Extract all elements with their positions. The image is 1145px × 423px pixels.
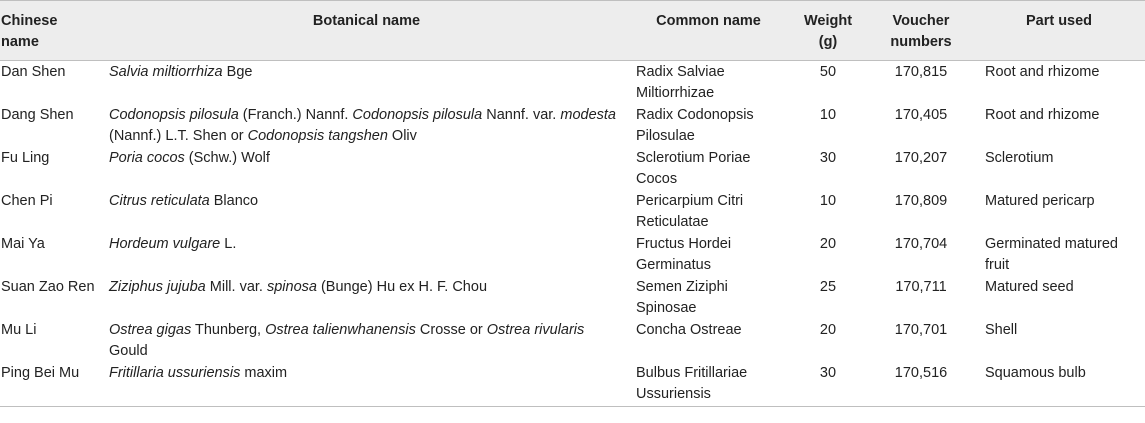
cell-part-used: Shell — [985, 322, 1018, 338]
botanical-text-segment: Gould — [109, 343, 148, 359]
botanical-italic-segment: Ziziphus jujuba — [109, 279, 206, 295]
table-row — [0, 191, 1145, 234]
botanical-text-segment: Crosse or — [415, 322, 487, 338]
botanical-text-segment: Oliv — [387, 128, 417, 144]
table-header — [0, 1, 1145, 61]
cell-common-name: Semen Ziziphi Spinosae — [636, 279, 728, 316]
header-chinese-name: Chinese name — [1, 13, 58, 50]
header-botanical-name: Botanical name — [312, 13, 421, 29]
table-row — [0, 148, 1145, 191]
cell-common-name: Fructus Hordei Germinatus — [636, 236, 732, 273]
botanical-italic-segment: Salvia miltiorrhiza — [109, 64, 223, 80]
cell-common-name: Radix Salviae Miltiorrhizae — [636, 64, 725, 101]
cell-part-used: Squamous bulb — [985, 365, 1086, 381]
botanical-text-segment: Thunberg, — [191, 322, 266, 338]
cell-part-used: Sclerotium — [985, 150, 1054, 166]
table-row — [0, 277, 1145, 320]
cell-part-used: Root and rhizome — [985, 64, 1100, 80]
cell-botanical-name — [103, 277, 630, 320]
botanical-italic-segment: Codonopsis pilosula — [352, 107, 483, 123]
cell-botanical-name — [103, 61, 630, 106]
cell-part-used: Root and rhizome — [985, 107, 1100, 123]
cell-common-name: Radix Codonopsis Pilosulae — [636, 107, 754, 144]
botanical-italic-segment: modesta — [560, 107, 616, 123]
botanical-italic-segment: spinosa — [266, 279, 317, 295]
cell-botanical-name — [103, 234, 630, 277]
table-body — [0, 61, 1145, 407]
cell-weight: 30 — [819, 365, 837, 381]
cell-botanical-name — [103, 191, 630, 234]
cell-voucher-number: 170,704 — [894, 236, 948, 252]
cell-common-name: Sclerotium Poriae Cocos — [636, 150, 751, 187]
cell-chinese-name: Dan Shen — [1, 64, 66, 80]
botanical-italic-segment: Fritillaria ussuriensis — [109, 365, 241, 381]
cell-voucher-number: 170,207 — [894, 150, 948, 166]
botanical-italic-segment: Ostrea rivularis — [486, 322, 585, 338]
cell-weight: 20 — [819, 322, 837, 338]
cell-voucher-number: 170,405 — [894, 107, 948, 123]
header-row — [0, 1, 1145, 61]
header-part-used: Part used — [1025, 13, 1093, 29]
botanical-text-segment: (Franch.) Nannf. — [238, 107, 353, 123]
cell-weight: 20 — [819, 236, 837, 252]
cell-common-name: Concha Ostreae — [636, 322, 742, 338]
botanical-text-segment: (Bunge) Hu ex H. F. Chou — [316, 279, 488, 295]
cell-voucher-number: 170,516 — [894, 365, 948, 381]
cell-part-used: Germinated matured fruit — [985, 236, 1118, 273]
table-row — [0, 363, 1145, 407]
table-row — [0, 320, 1145, 363]
cell-botanical-name — [103, 363, 630, 407]
botanical-text-segment: L. — [220, 236, 237, 252]
table-row — [0, 234, 1145, 277]
header-common-name: Common name — [656, 13, 761, 29]
botanical-italic-segment: Codonopsis tangshen — [247, 128, 388, 144]
cell-chinese-name: Mai Ya — [1, 236, 45, 252]
cell-chinese-name: Ping Bei Mu — [1, 365, 80, 381]
table-row — [0, 61, 1145, 106]
cell-common-name: Pericarpium Citri Reticulatae — [636, 193, 744, 230]
cell-weight: 30 — [819, 150, 837, 166]
table-row — [0, 105, 1145, 148]
cell-voucher-number: 170,809 — [894, 193, 948, 209]
botanical-text-segment: Bge — [222, 64, 253, 80]
cell-voucher-number: 170,711 — [895, 279, 947, 295]
header-weight: Weight (g) — [803, 13, 853, 50]
botanical-italic-segment: Codonopsis pilosula — [109, 107, 239, 123]
botanical-text-segment: Nannf. var. — [482, 107, 561, 123]
botanical-italic-segment: Citrus reticulata — [109, 193, 210, 209]
botanical-text-segment: maxim — [240, 365, 288, 381]
cell-botanical-name — [103, 148, 630, 191]
botanical-text-segment: (Schw.) Wolf — [184, 150, 270, 166]
botanical-text-segment: (Nannf.) L.T. Shen or — [109, 128, 248, 144]
cell-weight: 50 — [819, 64, 837, 80]
botanical-italic-segment: Ostrea gigas — [109, 322, 192, 338]
botanical-italic-segment: Poria cocos — [109, 150, 185, 166]
cell-chinese-name: Dang Shen — [1, 107, 74, 123]
cell-weight: 25 — [819, 279, 837, 295]
header-voucher-numbers: Voucher numbers — [890, 13, 952, 50]
cell-common-name: Bulbus Fritillariae Ussuriensis — [636, 365, 748, 402]
cell-weight: 10 — [819, 193, 837, 209]
cell-chinese-name: Fu Ling — [1, 150, 50, 166]
cell-weight: 10 — [819, 107, 837, 123]
cell-voucher-number: 170,701 — [894, 322, 948, 338]
botanical-italic-segment: Ostrea talienwhanensis — [265, 322, 416, 338]
botanical-text-segment: Mill. var. — [205, 279, 267, 295]
cell-chinese-name: Mu Li — [1, 322, 37, 338]
cell-chinese-name: Suan Zao Ren — [1, 279, 95, 295]
cell-botanical-name — [103, 105, 630, 148]
cell-chinese-name: Chen Pi — [1, 193, 53, 209]
cell-part-used: Matured pericarp — [985, 193, 1095, 209]
botanical-text-segment: Blanco — [209, 193, 259, 209]
cell-part-used: Matured seed — [985, 279, 1074, 295]
botanical-italic-segment: Hordeum vulgare — [109, 236, 221, 252]
cell-botanical-name — [103, 320, 630, 363]
cell-voucher-number: 170,815 — [894, 64, 948, 80]
